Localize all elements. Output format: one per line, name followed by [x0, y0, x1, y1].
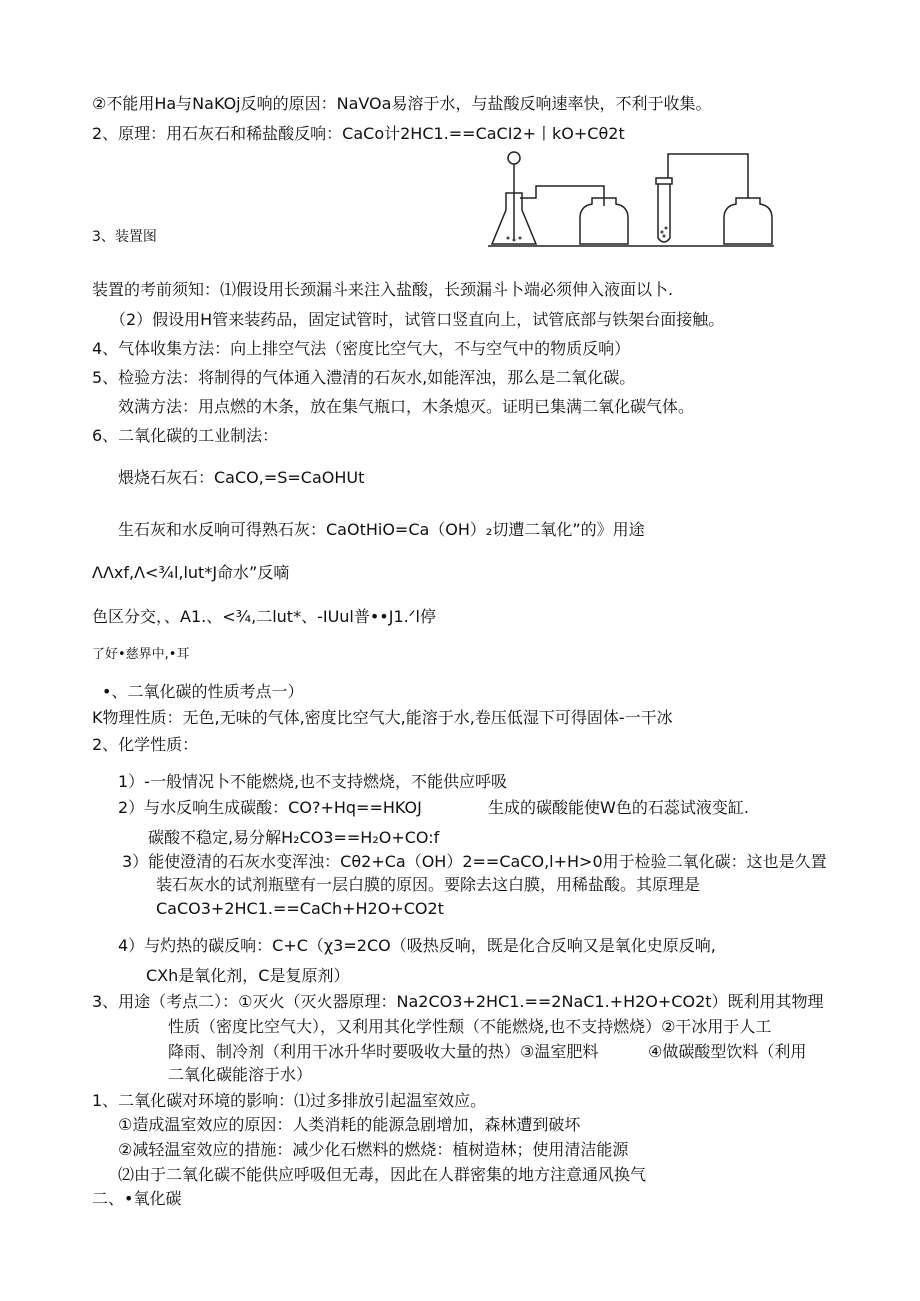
line-27: 性质（密度比空气大），又利用其化学性颓（不能燃烧,也不支持燃烧）②干冰用于人工: [168, 1017, 772, 1036]
line-26: 3、用途（考点二）：①灭火（灭火器原理：Na2CO3+2HC1.==2NaC1.+H2O+CO2t）既利用其物理: [92, 992, 824, 1011]
line-31: ①造成温室效应的原因：人类消耗的能源急剧增加，森林遭到破坏: [118, 1115, 581, 1134]
line-11: 生石灰和水反响可得熟石灰：CaOtHiO=Ca（OH）₂切遭二氧化”的》用途: [118, 520, 645, 539]
line-4: 装置的考前须知：⑴假设用长颈漏斗来注入盐酸，长颈漏斗卜端必须伸入液面以卜.: [92, 280, 674, 299]
line-6: 4、气体收集方法：向上排空气法（密度比空气大，不与空气中的物质反响）: [92, 339, 631, 358]
line-9: 6、二氧化碳的工业制法：: [92, 426, 279, 445]
line-5: （2）假设用H管来装药品，固定试管时，试管口竖直向上，试管底部与铁架台面接触。: [110, 310, 725, 329]
line-32: ②减轻温室效应的措施：减少化石燃料的燃烧：植树造林；使用清洁能源: [118, 1140, 629, 1159]
line-7: 5、检验方法：将制得的气体通入澧清的石灰水,如能浑浊，那么是二氧化碳。: [92, 368, 636, 387]
line-15: •、二氧化碳的性质考点一）: [102, 682, 304, 701]
line-14: 了好•慈界中,•耳: [92, 647, 190, 662]
line-8: 效满方法：用点燃的木条，放在集气瓶口，木条熄灭。证明已集满二氧化碳气体。: [118, 397, 695, 416]
line-19a: 2）与水反响生成碳酸：CO?+Hq==HKOJ: [118, 798, 422, 817]
line-16: K物理性质：无色,无味的气体,密度比空气大,能溶于水,卷压低湿下可得固体-一干冰: [92, 708, 673, 727]
line-24: 4）与灼热的碳反响：C+C（χ3=2CO（吸热反响，既是化合反响又是氧化史原反响,: [118, 936, 716, 955]
line-21: 3）能使澄清的石灰水变浑浊：Cθ2+Ca（OH）2==CaCO,l+H>0用于检验二氧化碳：这也是久置: [122, 852, 827, 871]
line-2: 2、原理：用石灰石和稀盐酸反响：CaCo计2HC1.==CaCI2+丨kO+Cθ2t: [92, 124, 625, 143]
line-33: ⑵由于二氧化碳不能供应呼吸但无毒，因此在人群密集的地方注意通风换气: [118, 1165, 647, 1184]
line-28a: 降雨、制冷剂（利用干冰升华时要吸收大量的热）③温室肥料: [168, 1042, 599, 1061]
line-29: 二氧化碳能溶于水）: [168, 1065, 313, 1084]
line-23: CaCO3+2HC1.==CaCh+H2O+CO2t: [156, 899, 444, 918]
line-13: 色区分交，、A1.、<¾,二lut*、-IUul普••J1.ᐟl停: [92, 607, 436, 626]
line-25: CXh是氧化剂，C是复原剂）: [146, 966, 350, 985]
line-10: 煨烧石灰石：CaCO,=S=CaOHUt: [118, 468, 365, 487]
line-19b: 生成的碳酸能使W色的石蕊试液变缸.: [488, 798, 749, 817]
line-22: 装石灰水的试剂瓶壁有一层白膜的原因。要除去这白膜，用稀盐酸。其原理是: [156, 875, 701, 894]
line-3: 3、装置图: [92, 229, 157, 245]
line-30: 1、二氧化碳对环境的影响：⑴过多排放引起温室效应。: [92, 1091, 487, 1110]
line-18: 1）-一般情况卜不能燃烧,也不支持燃烧，不能供应呼吸: [118, 772, 508, 791]
apparatus-diagram: [486, 148, 776, 252]
line-17: 2、化学性质：: [92, 735, 199, 754]
line-12: ΛΛxf,Λ<¾l,lut*J命水”反嘀: [92, 563, 290, 582]
line-1: ②不能用Ha与NaKOj反响的原因：NaVOa易溶于水，与盐酸反响速率快，不利于收集。: [92, 94, 712, 113]
line-34: 二、•氧化碳: [92, 1189, 182, 1208]
line-28b: ④做碳酸型饮料（利用: [648, 1042, 807, 1061]
line-20: 碳酸不稳定,易分解H₂CO3==H₂O+CO:f: [148, 828, 440, 847]
